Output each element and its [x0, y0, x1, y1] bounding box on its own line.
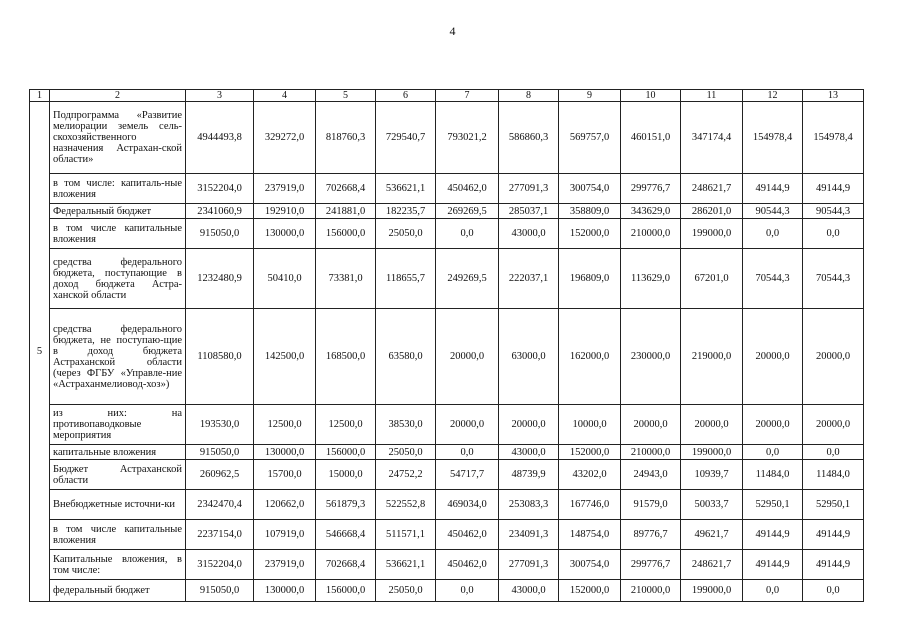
value-cell: 107919,0	[254, 520, 316, 550]
value-cell: 20000,0	[803, 405, 864, 445]
value-cell: 210000,0	[621, 580, 681, 602]
row-label: Внебюджетные источни-ки	[50, 490, 186, 520]
value-cell: 277091,3	[499, 550, 559, 580]
value-cell: 90544,3	[803, 204, 864, 219]
value-cell: 142500,0	[254, 309, 316, 405]
value-cell: 0,0	[436, 219, 499, 249]
value-cell: 915050,0	[186, 219, 254, 249]
value-cell: 729540,7	[376, 102, 436, 174]
value-cell: 10939,7	[681, 460, 743, 490]
row-label: федеральный бюджет	[50, 580, 186, 602]
value-cell: 0,0	[436, 445, 499, 460]
value-cell: 25050,0	[376, 580, 436, 602]
row-label: из них: на противопаводковые мероприятия	[50, 405, 186, 445]
value-cell: 249269,5	[436, 249, 499, 309]
value-cell: 11484,0	[803, 460, 864, 490]
row-label: средства федерального бюджета, не поступаю-щие в доход бюджета Астраханской области (через ФГБУ «Управле-ние «Астраханмелиовод-хоз»)	[50, 309, 186, 405]
value-cell: 237919,0	[254, 174, 316, 204]
value-cell: 15000,0	[316, 460, 376, 490]
value-cell: 450462,0	[436, 174, 499, 204]
value-cell: 38530,0	[376, 405, 436, 445]
table-row	[30, 249, 864, 309]
value-cell: 11484,0	[743, 460, 803, 490]
value-cell: 63580,0	[376, 309, 436, 405]
value-cell: 4944493,8	[186, 102, 254, 174]
value-cell: 0,0	[803, 445, 864, 460]
value-cell: 2342470,4	[186, 490, 254, 520]
value-cell: 299776,7	[621, 174, 681, 204]
value-cell: 260962,5	[186, 460, 254, 490]
value-cell: 915050,0	[186, 580, 254, 602]
row-label: Подпрограмма «Развитие мелиорации земель сель-скохозяйственного назначения Астрахан-ской области»	[50, 102, 186, 174]
table-row	[30, 405, 864, 445]
value-cell: 130000,0	[254, 445, 316, 460]
value-cell: 156000,0	[316, 445, 376, 460]
table-row	[30, 580, 864, 602]
value-cell: 63000,0	[499, 309, 559, 405]
value-cell: 12500,0	[254, 405, 316, 445]
value-cell: 0,0	[803, 219, 864, 249]
section-number-cell: 5	[30, 102, 50, 602]
value-cell: 0,0	[743, 580, 803, 602]
value-cell: 50410,0	[254, 249, 316, 309]
value-cell: 0,0	[436, 580, 499, 602]
value-cell: 20000,0	[743, 405, 803, 445]
value-cell: 152000,0	[559, 219, 621, 249]
value-cell: 536621,1	[376, 550, 436, 580]
column-header: 3	[186, 90, 254, 102]
value-cell: 285037,1	[499, 204, 559, 219]
value-cell: 49144,9	[803, 550, 864, 580]
value-cell: 49621,7	[681, 520, 743, 550]
table-row	[30, 219, 864, 249]
value-cell: 168500,0	[316, 309, 376, 405]
value-cell: 152000,0	[559, 580, 621, 602]
value-cell: 219000,0	[681, 309, 743, 405]
column-header: 1	[30, 90, 50, 102]
column-header: 4	[254, 90, 316, 102]
value-cell: 148754,0	[559, 520, 621, 550]
value-cell: 192910,0	[254, 204, 316, 219]
value-cell: 199000,0	[681, 219, 743, 249]
row-label: Федеральный бюджет	[50, 204, 186, 219]
value-cell: 0,0	[743, 219, 803, 249]
value-cell: 48739,9	[499, 460, 559, 490]
value-cell: 460151,0	[621, 102, 681, 174]
value-cell: 43000,0	[499, 445, 559, 460]
table-row	[30, 445, 864, 460]
value-cell: 162000,0	[559, 309, 621, 405]
value-cell: 90544,3	[743, 204, 803, 219]
value-cell: 222037,1	[499, 249, 559, 309]
row-label: в том числе капитальные вложения	[50, 520, 186, 550]
table-row	[30, 204, 864, 219]
value-cell: 818760,3	[316, 102, 376, 174]
value-cell: 300754,0	[559, 550, 621, 580]
value-cell: 24752,2	[376, 460, 436, 490]
value-cell: 154978,4	[803, 102, 864, 174]
value-cell: 20000,0	[499, 405, 559, 445]
value-cell: 10000,0	[559, 405, 621, 445]
value-cell: 49144,9	[803, 520, 864, 550]
column-header: 9	[559, 90, 621, 102]
column-header: 6	[376, 90, 436, 102]
value-cell: 43000,0	[499, 580, 559, 602]
value-cell: 130000,0	[254, 580, 316, 602]
value-cell: 1232480,9	[186, 249, 254, 309]
value-cell: 793021,2	[436, 102, 499, 174]
column-header: 5	[316, 90, 376, 102]
value-cell: 193530,0	[186, 405, 254, 445]
value-cell: 50033,7	[681, 490, 743, 520]
column-header: 13	[803, 90, 864, 102]
value-cell: 286201,0	[681, 204, 743, 219]
value-cell: 43202,0	[559, 460, 621, 490]
value-cell: 347174,4	[681, 102, 743, 174]
value-cell: 358809,0	[559, 204, 621, 219]
value-cell: 52950,1	[743, 490, 803, 520]
column-header: 10	[621, 90, 681, 102]
value-cell: 511571,1	[376, 520, 436, 550]
column-header: 12	[743, 90, 803, 102]
budget-table	[29, 89, 864, 602]
value-cell: 120662,0	[254, 490, 316, 520]
table-row	[30, 102, 864, 174]
value-cell: 67201,0	[681, 249, 743, 309]
value-cell: 234091,3	[499, 520, 559, 550]
table-row	[30, 550, 864, 580]
value-cell: 915050,0	[186, 445, 254, 460]
value-cell: 210000,0	[621, 219, 681, 249]
value-cell: 546668,4	[316, 520, 376, 550]
value-cell: 277091,3	[499, 174, 559, 204]
value-cell: 54717,7	[436, 460, 499, 490]
row-label: Капитальные вложения, в том числе:	[50, 550, 186, 580]
value-cell: 3152204,0	[186, 550, 254, 580]
value-cell: 1108580,0	[186, 309, 254, 405]
value-cell: 329272,0	[254, 102, 316, 174]
value-cell: 182235,7	[376, 204, 436, 219]
value-cell: 248621,7	[681, 550, 743, 580]
value-cell: 241881,0	[316, 204, 376, 219]
value-cell: 269269,5	[436, 204, 499, 219]
value-cell: 450462,0	[436, 520, 499, 550]
value-cell: 2341060,9	[186, 204, 254, 219]
value-cell: 230000,0	[621, 309, 681, 405]
value-cell: 156000,0	[316, 219, 376, 249]
value-cell: 469034,0	[436, 490, 499, 520]
column-header: 2	[50, 90, 186, 102]
value-cell: 25050,0	[376, 219, 436, 249]
value-cell: 167746,0	[559, 490, 621, 520]
column-header: 8	[499, 90, 559, 102]
value-cell: 702668,4	[316, 550, 376, 580]
table-row	[30, 520, 864, 550]
value-cell: 586860,3	[499, 102, 559, 174]
value-cell: 0,0	[803, 580, 864, 602]
value-cell: 154978,4	[743, 102, 803, 174]
value-cell: 113629,0	[621, 249, 681, 309]
row-label: капитальные вложения	[50, 445, 186, 460]
value-cell: 91579,0	[621, 490, 681, 520]
value-cell: 210000,0	[621, 445, 681, 460]
value-cell: 152000,0	[559, 445, 621, 460]
value-cell: 522552,8	[376, 490, 436, 520]
value-cell: 569757,0	[559, 102, 621, 174]
value-cell: 20000,0	[803, 309, 864, 405]
value-cell: 561879,3	[316, 490, 376, 520]
value-cell: 70544,3	[743, 249, 803, 309]
value-cell: 12500,0	[316, 405, 376, 445]
table-row	[30, 460, 864, 490]
value-cell: 20000,0	[681, 405, 743, 445]
value-cell: 20000,0	[621, 405, 681, 445]
value-cell: 450462,0	[436, 550, 499, 580]
value-cell: 20000,0	[743, 309, 803, 405]
value-cell: 49144,9	[743, 520, 803, 550]
value-cell: 3152204,0	[186, 174, 254, 204]
value-cell: 24943,0	[621, 460, 681, 490]
value-cell: 343629,0	[621, 204, 681, 219]
value-cell: 702668,4	[316, 174, 376, 204]
value-cell: 52950,1	[803, 490, 864, 520]
table-row	[30, 174, 864, 204]
value-cell: 89776,7	[621, 520, 681, 550]
value-cell: 49144,9	[743, 174, 803, 204]
row-label: в том числе: капиталь-ные вложения	[50, 174, 186, 204]
row-label: в том числе капитальные вложения	[50, 219, 186, 249]
value-cell: 156000,0	[316, 580, 376, 602]
value-cell: 73381,0	[316, 249, 376, 309]
table-row	[30, 309, 864, 405]
value-cell: 70544,3	[803, 249, 864, 309]
value-cell: 0,0	[743, 445, 803, 460]
value-cell: 43000,0	[499, 219, 559, 249]
value-cell: 248621,7	[681, 174, 743, 204]
value-cell: 199000,0	[681, 580, 743, 602]
value-cell: 20000,0	[436, 405, 499, 445]
column-header: 11	[681, 90, 743, 102]
value-cell: 199000,0	[681, 445, 743, 460]
value-cell: 118655,7	[376, 249, 436, 309]
value-cell: 49144,9	[743, 550, 803, 580]
value-cell: 536621,1	[376, 174, 436, 204]
value-cell: 2237154,0	[186, 520, 254, 550]
value-cell: 196809,0	[559, 249, 621, 309]
value-cell: 253083,3	[499, 490, 559, 520]
table-row	[30, 490, 864, 520]
row-label: Бюджет Астраханской области	[50, 460, 186, 490]
value-cell: 15700,0	[254, 460, 316, 490]
value-cell: 25050,0	[376, 445, 436, 460]
value-cell: 237919,0	[254, 550, 316, 580]
value-cell: 300754,0	[559, 174, 621, 204]
header-row	[30, 90, 864, 102]
value-cell: 20000,0	[436, 309, 499, 405]
value-cell: 49144,9	[803, 174, 864, 204]
row-label: средства федерального бюджета, поступающие в доход бюджета Астра-ханской области	[50, 249, 186, 309]
page-number: 4	[449, 24, 456, 38]
column-header: 7	[436, 90, 499, 102]
value-cell: 130000,0	[254, 219, 316, 249]
value-cell: 299776,7	[621, 550, 681, 580]
